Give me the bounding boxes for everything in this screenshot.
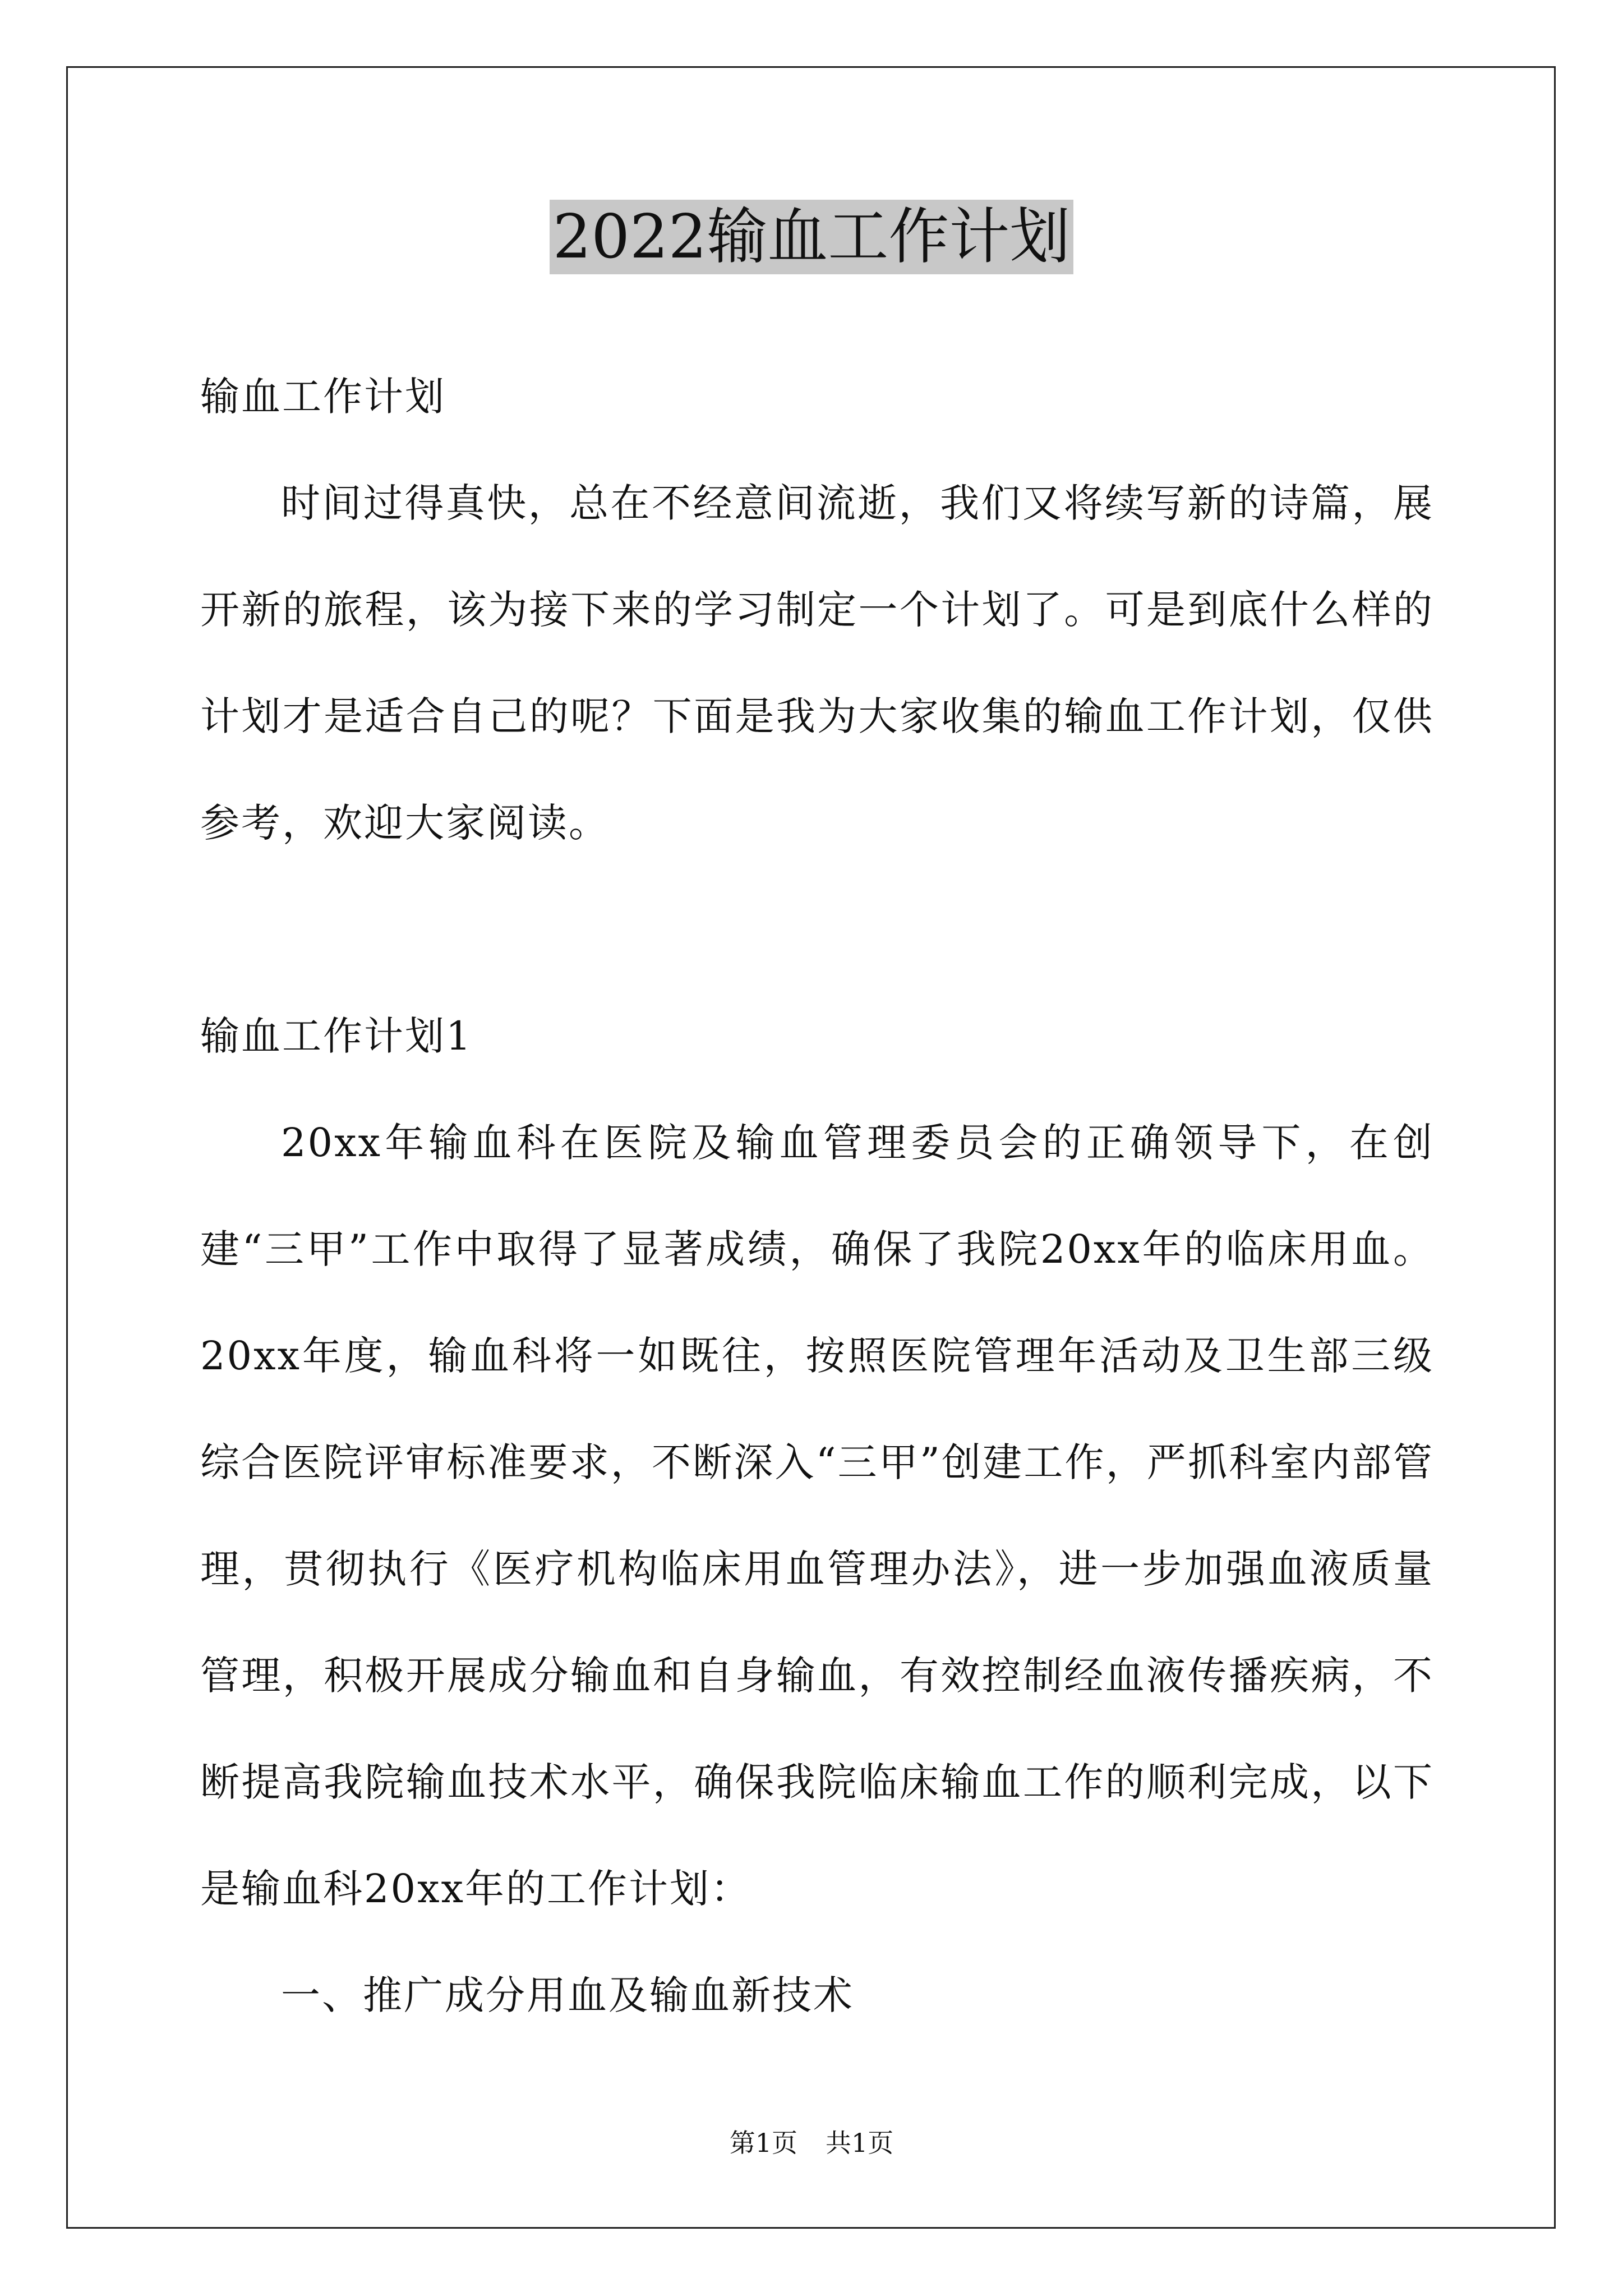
document-title: [0, 201, 1623, 274]
document-body: [200, 343, 1434, 2049]
heading-main: 输血工作计划: [200, 374, 446, 420]
plan-1-paragraph: 20xx年输血科在医院及输血管理委员会的正确领导下，在创建“三甲”工作中取得了显著成绩，确保了我院20xx年的临床用血。20xx年度，输血科将一如既往，按照医院管理年活动及卫生部三级综合医院评审标准要求，不断深入“三甲”创建工作，严抓科室内部管理，贯彻执行《医疗机构临床用血管理办法》，进一步加强血液质量管理，积极开展成分输血和自身输血，有效控制经血液传播疾病，不断提高我院输血技术水平，确保我院临床输血工作的顺利完成，以下是输血科20xx年的工作计划：: [200, 1120, 1434, 1912]
section-heading-1: 一、推广成分用血及输血新技术: [281, 1972, 854, 2018]
intro-paragraph: 时间过得真快，总在不经意间流逝，我们又将续写新的诗篇，展开新的旅程，该为接下来的学习制定一个计划了。可是到底什么样的计划才是适合自己的呢？下面是我为大家收集的输血工作计划，仅供参考，欢迎大家阅读。: [200, 480, 1434, 846]
document-title-text: 2022输血工作计划: [550, 200, 1074, 274]
blank-line: [200, 876, 1434, 983]
page-number-total: 共1页: [826, 2128, 894, 2158]
heading-plan-1: 输血工作计划1: [200, 1013, 473, 1059]
page-number-current: 第1页: [729, 2128, 797, 2158]
page-footer: [0, 2126, 1623, 2160]
